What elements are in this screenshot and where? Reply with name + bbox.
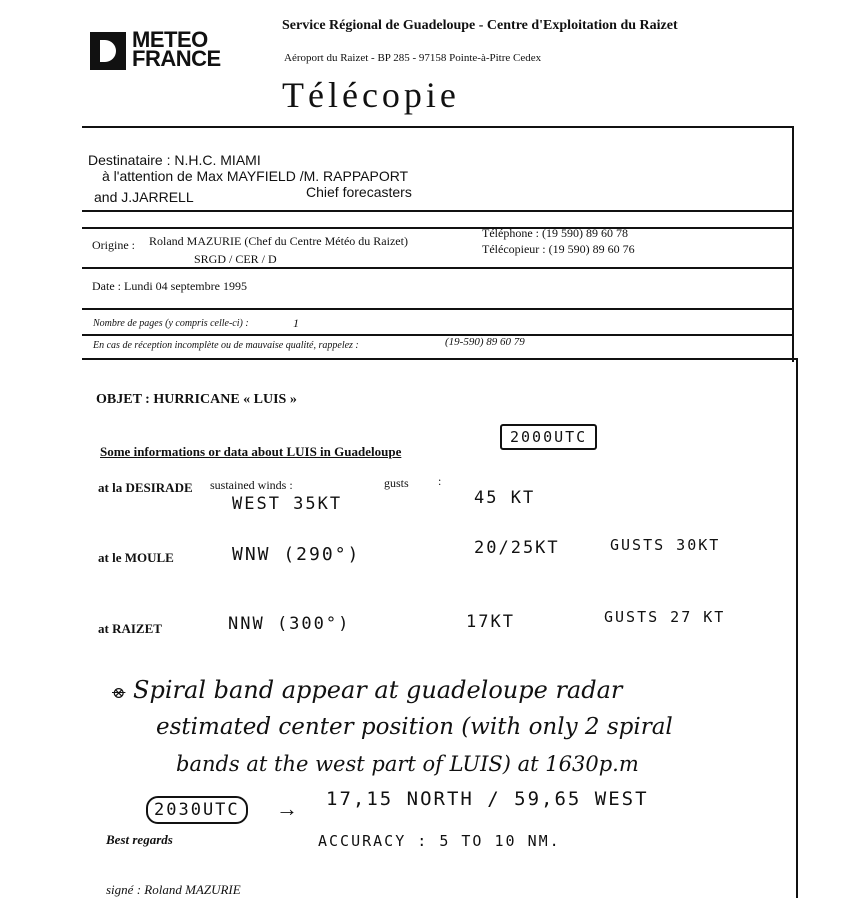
frame-top-line: [82, 126, 794, 128]
note-line2: estimated center position (with only 2 spiral: [156, 714, 673, 740]
station-moule-label: at le MOULE: [98, 550, 174, 565]
service-address: Aéroport du Raizet - BP 285 - 97158 Pointe-à-Pitre Cedex: [284, 52, 542, 64]
logo-mark: [90, 32, 126, 70]
divider-line: [82, 358, 798, 360]
meteo-france-logo: [90, 27, 230, 74]
time-stamp: 2000UTC: [500, 424, 597, 450]
origin-name: Roland MAZURIE (Chef du Centre Météo du Raizet): [149, 234, 408, 248]
recipient-role: Chief forecasters: [306, 184, 412, 200]
logo-wordmark: [132, 27, 221, 71]
incomplete-phone: (19-590) 89 60 79: [445, 336, 525, 348]
divider-line: [82, 227, 794, 229]
divider-line: [82, 267, 794, 269]
note-line1-text: Spiral band appear at guadeloupe radar: [133, 676, 623, 704]
service-name: Service Régional de Guadeloupe - Centre d'Exploitation du Raizet: [282, 18, 678, 33]
recipient-line2: à l'attention de Max MAYFIELD /M. RAPPAPORT: [102, 168, 409, 184]
arrow-icon: →: [276, 796, 298, 821]
station-raizet-label: at RAIZET: [98, 621, 162, 636]
signature: signé : Roland MAZURIE: [106, 882, 241, 897]
station-moule-speed: 20/25KT: [474, 538, 560, 558]
station-raizet-wind: NNW (300°): [228, 614, 351, 634]
station-moule-gusts: GUSTS 30KT: [610, 536, 721, 554]
note-time-box: 2030UTC: [146, 796, 248, 824]
date: Date : Lundi 04 septembre 1995: [92, 279, 247, 293]
note-accuracy: ACCURACY : 5 TO 10 NM.: [318, 832, 561, 850]
origin-fax: Télécopieur : (19 590) 89 60 76: [482, 242, 635, 256]
note-position: 17,15 NORTH / 59,65 WEST: [326, 788, 649, 810]
winds-label: sustained winds :: [210, 478, 293, 492]
pages-value: 1: [293, 316, 299, 330]
origin-unit: SRGD / CER / D: [194, 252, 277, 266]
logo-line1: METEO: [132, 27, 208, 52]
origin-label: Origine :: [92, 238, 135, 252]
station-moule-wind: WNW (290°): [232, 544, 361, 565]
gusts-colon: :: [438, 474, 442, 488]
station-desirade-wind: WEST 35KT: [232, 494, 343, 514]
recipient-line3: and J.JARRELL: [94, 189, 194, 205]
gusts-label: gusts: [384, 476, 409, 490]
station-raizet-speed: 17KT: [466, 612, 515, 632]
station-desirade-label: at la DESIRADE: [98, 480, 193, 495]
incomplete-label: En cas de réception incomplète ou de mauvaise qualité, rappelez :: [93, 340, 359, 351]
station-desirade-speed: 45 KT: [474, 488, 536, 508]
pages-label: Nombre de pages (y compris celle-ci) :: [93, 318, 249, 329]
logo-line2: FRANCE: [132, 46, 221, 71]
divider-line: [82, 210, 794, 212]
station-raizet-gusts: GUSTS 27 KT: [604, 608, 726, 626]
note-line1: [112, 676, 622, 704]
divider-line: [82, 334, 794, 336]
frame-right-line: [796, 358, 798, 898]
origin-phone: Téléphone : (19 590) 89 60 78: [482, 226, 628, 240]
struck-mark: ⊗: [112, 683, 126, 702]
subject: OBJET : HURRICANE « LUIS »: [96, 392, 297, 407]
section-heading: Some informations or data about LUIS in Guadeloupe: [100, 444, 402, 459]
divider-line: [82, 308, 794, 310]
page-title: Télécopie: [282, 75, 460, 115]
note-line3: bands at the west part of LUIS) at 1630p.m: [176, 752, 639, 776]
frame-right-line: [792, 126, 794, 362]
recipient-line1: Destinataire : N.H.C. MIAMI: [88, 152, 261, 168]
closing-regards: Best regards: [106, 832, 173, 847]
